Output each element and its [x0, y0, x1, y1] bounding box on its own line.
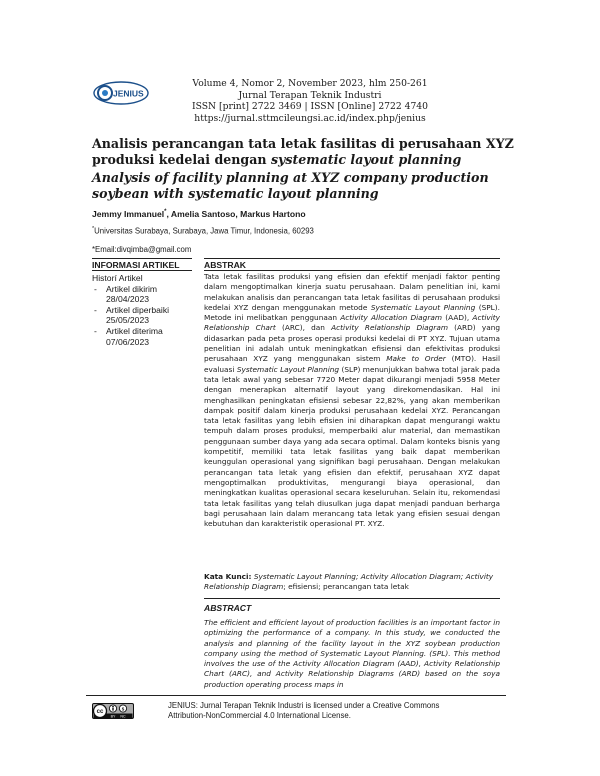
history-item-submitted: - Artikel dikirim 28/04/2023 [94, 283, 158, 305]
history-item-revised: - Artikel diperbaiki 25/05/2023 [94, 304, 170, 326]
rule-right-bottom [204, 270, 500, 271]
cc-by-nc-license-icon[interactable] [92, 703, 134, 719]
rule-right-top [204, 258, 500, 259]
title-indonesian: Analisis perancangan tata letak fasilitas di perusahaan XYZ produksi kedelai dengan systematic layout planning [92, 136, 514, 167]
abstrak-body: Tata letak fasilitas produksi yang efisien dan efektif menjadi faktor penting dalam mengoptimalkan kinerja suatu perusahaan. Dalam penelitian ini, kami melakukan analisis dan perancangan tata letak fasilitas di perusahaan produksi kedelai XYZ dengan menggunakan metode Systematic Layout Planning (SPL). Metode ini melibatkan penggunaan Activity Allocation Diagram (AAD), Activity Relationship Chart (ARC), dan Activity Relationship Diagram (ARD) yang didasarkan pada peta proses operasi produksi kedelai di PT XYZ. Tujuan utama penelitian ini adalah untuk meningkatkan efisiensi dan efektivitas produksi perusahaan XYZ yang menggunakan sistem Make to Order (MTO). Hasil evaluasi Systematic Layout Planning (SLP) menunjukkan bahwa total jarak pada tata letak awal yang sebesar 7720 Meter dapat dikurangi menjadi 5958 Meter dengan menerapkan alternatif layout yang direkomendasikan. Hal ini menghasilkan peningkatan efisiensi sebesar 22,82%, yang akan memberikan dampak positif dalam kinerja produksi perusahaan kedelai XYZ. Perancangan tata letak fasilitas yang lebih efisien ini diharapkan dapat mengurangi waktu tempuh dalam proses produksi, memperbaiki alur material, dan memastikan penggunaan sumber daya yang ada secara optimal. Dalam konteks bisnis yang kompetitif, memiliki tata letak fasilitas yang baik dapat memberikan keunggulan operasional yang signifikan bagi perusahaan. Dengan melakukan perancangan tata letak yang efisien dan efektif, perusahaan XYZ dapat mengoptimalkan produktivitas, mengurangi biaya operasional, dan meningkatkan kualitas operasional secara keseluruhan. Selain itu, rekomendasi tata letak fasilitas yang telah diusulkan juga dapat menjadi panduan berharga bagi perusahaan lain dalam merancang tata letak yang efisien sesuai dengan kebutuhan dan karakteristik operasional PT. XYZ. [204, 272, 501, 529]
svg-text:$: $ [121, 706, 125, 712]
article-history [92, 273, 192, 347]
journal-meta [160, 78, 460, 124]
rule-left-bottom [92, 270, 192, 271]
history-label: Historí Artikel [92, 273, 143, 283]
history-item-accepted: - Artikel diterima 07/06/2023 [94, 325, 163, 347]
journal-url[interactable]: https://jurnal.sttmcileungsi.ac.id/index.php/jenius [194, 112, 426, 124]
journal-name: Jurnal Terapan Teknik Industri [238, 89, 382, 101]
article-info-heading: INFORMASI ARTIKEL [92, 260, 180, 270]
abstract-body: The efficient and efficient layout of production facilities is an important factor in optimizing the performance of a company. In this study, we conducted the analysis and planning of the facility layout in the XYZ soybean production company using the method of Systematic Layout Planning. (SPL). This method involves the use of the Activity Allocation Diagram (AAD), Activity Relationship Chart (ARC), and Activity Relationship Diagrams (ARD) based on the soya production operating process maps in [204, 618, 500, 689]
svg-text:cc: cc [96, 709, 104, 716]
footer-rule [86, 695, 506, 696]
license-text: JENIUS: Jurnal Terapan Teknik Industri is licensed under a Creative Commons Attribution-NonCommercial 4.0 International License. [168, 701, 440, 721]
abstrak-heading: ABSTRAK [204, 260, 247, 270]
svg-text:NC: NC [120, 714, 126, 719]
jenius-logo-icon [92, 80, 150, 106]
issn-line: ISSN [print] 2722 3469 | ISSN [Online] 2722 4740 [191, 101, 428, 113]
rule-left-top [92, 258, 192, 259]
volume-line: Volume 4, Nomor 2, November 2023, hlm 250-261 [192, 78, 428, 89]
affiliation: *Universitas Surabaya, Surabaya, Jawa Timur, Indonesia, 60293 [92, 226, 314, 236]
abstract-heading: ABSTRACT [204, 603, 252, 613]
svg-text:BY: BY [110, 714, 116, 719]
keywords-rule [204, 598, 500, 599]
logo-text: JENIUS [113, 88, 144, 99]
email[interactable]: *Email:divqimba@gmail.com [92, 245, 192, 254]
keywords: Kata Kunci: Systematic Layout Planning; Activity Allocation Diagram; Activity Relationship Diagram; efisiensi; perancangan tata letak [204, 572, 494, 592]
authors: Jemmy Immanuel*, Amelia Santoso, Markus Hartono [92, 209, 306, 219]
title-english: Analysis of facility planning at XYZ company production soybean with systematic layout planning [92, 170, 489, 201]
